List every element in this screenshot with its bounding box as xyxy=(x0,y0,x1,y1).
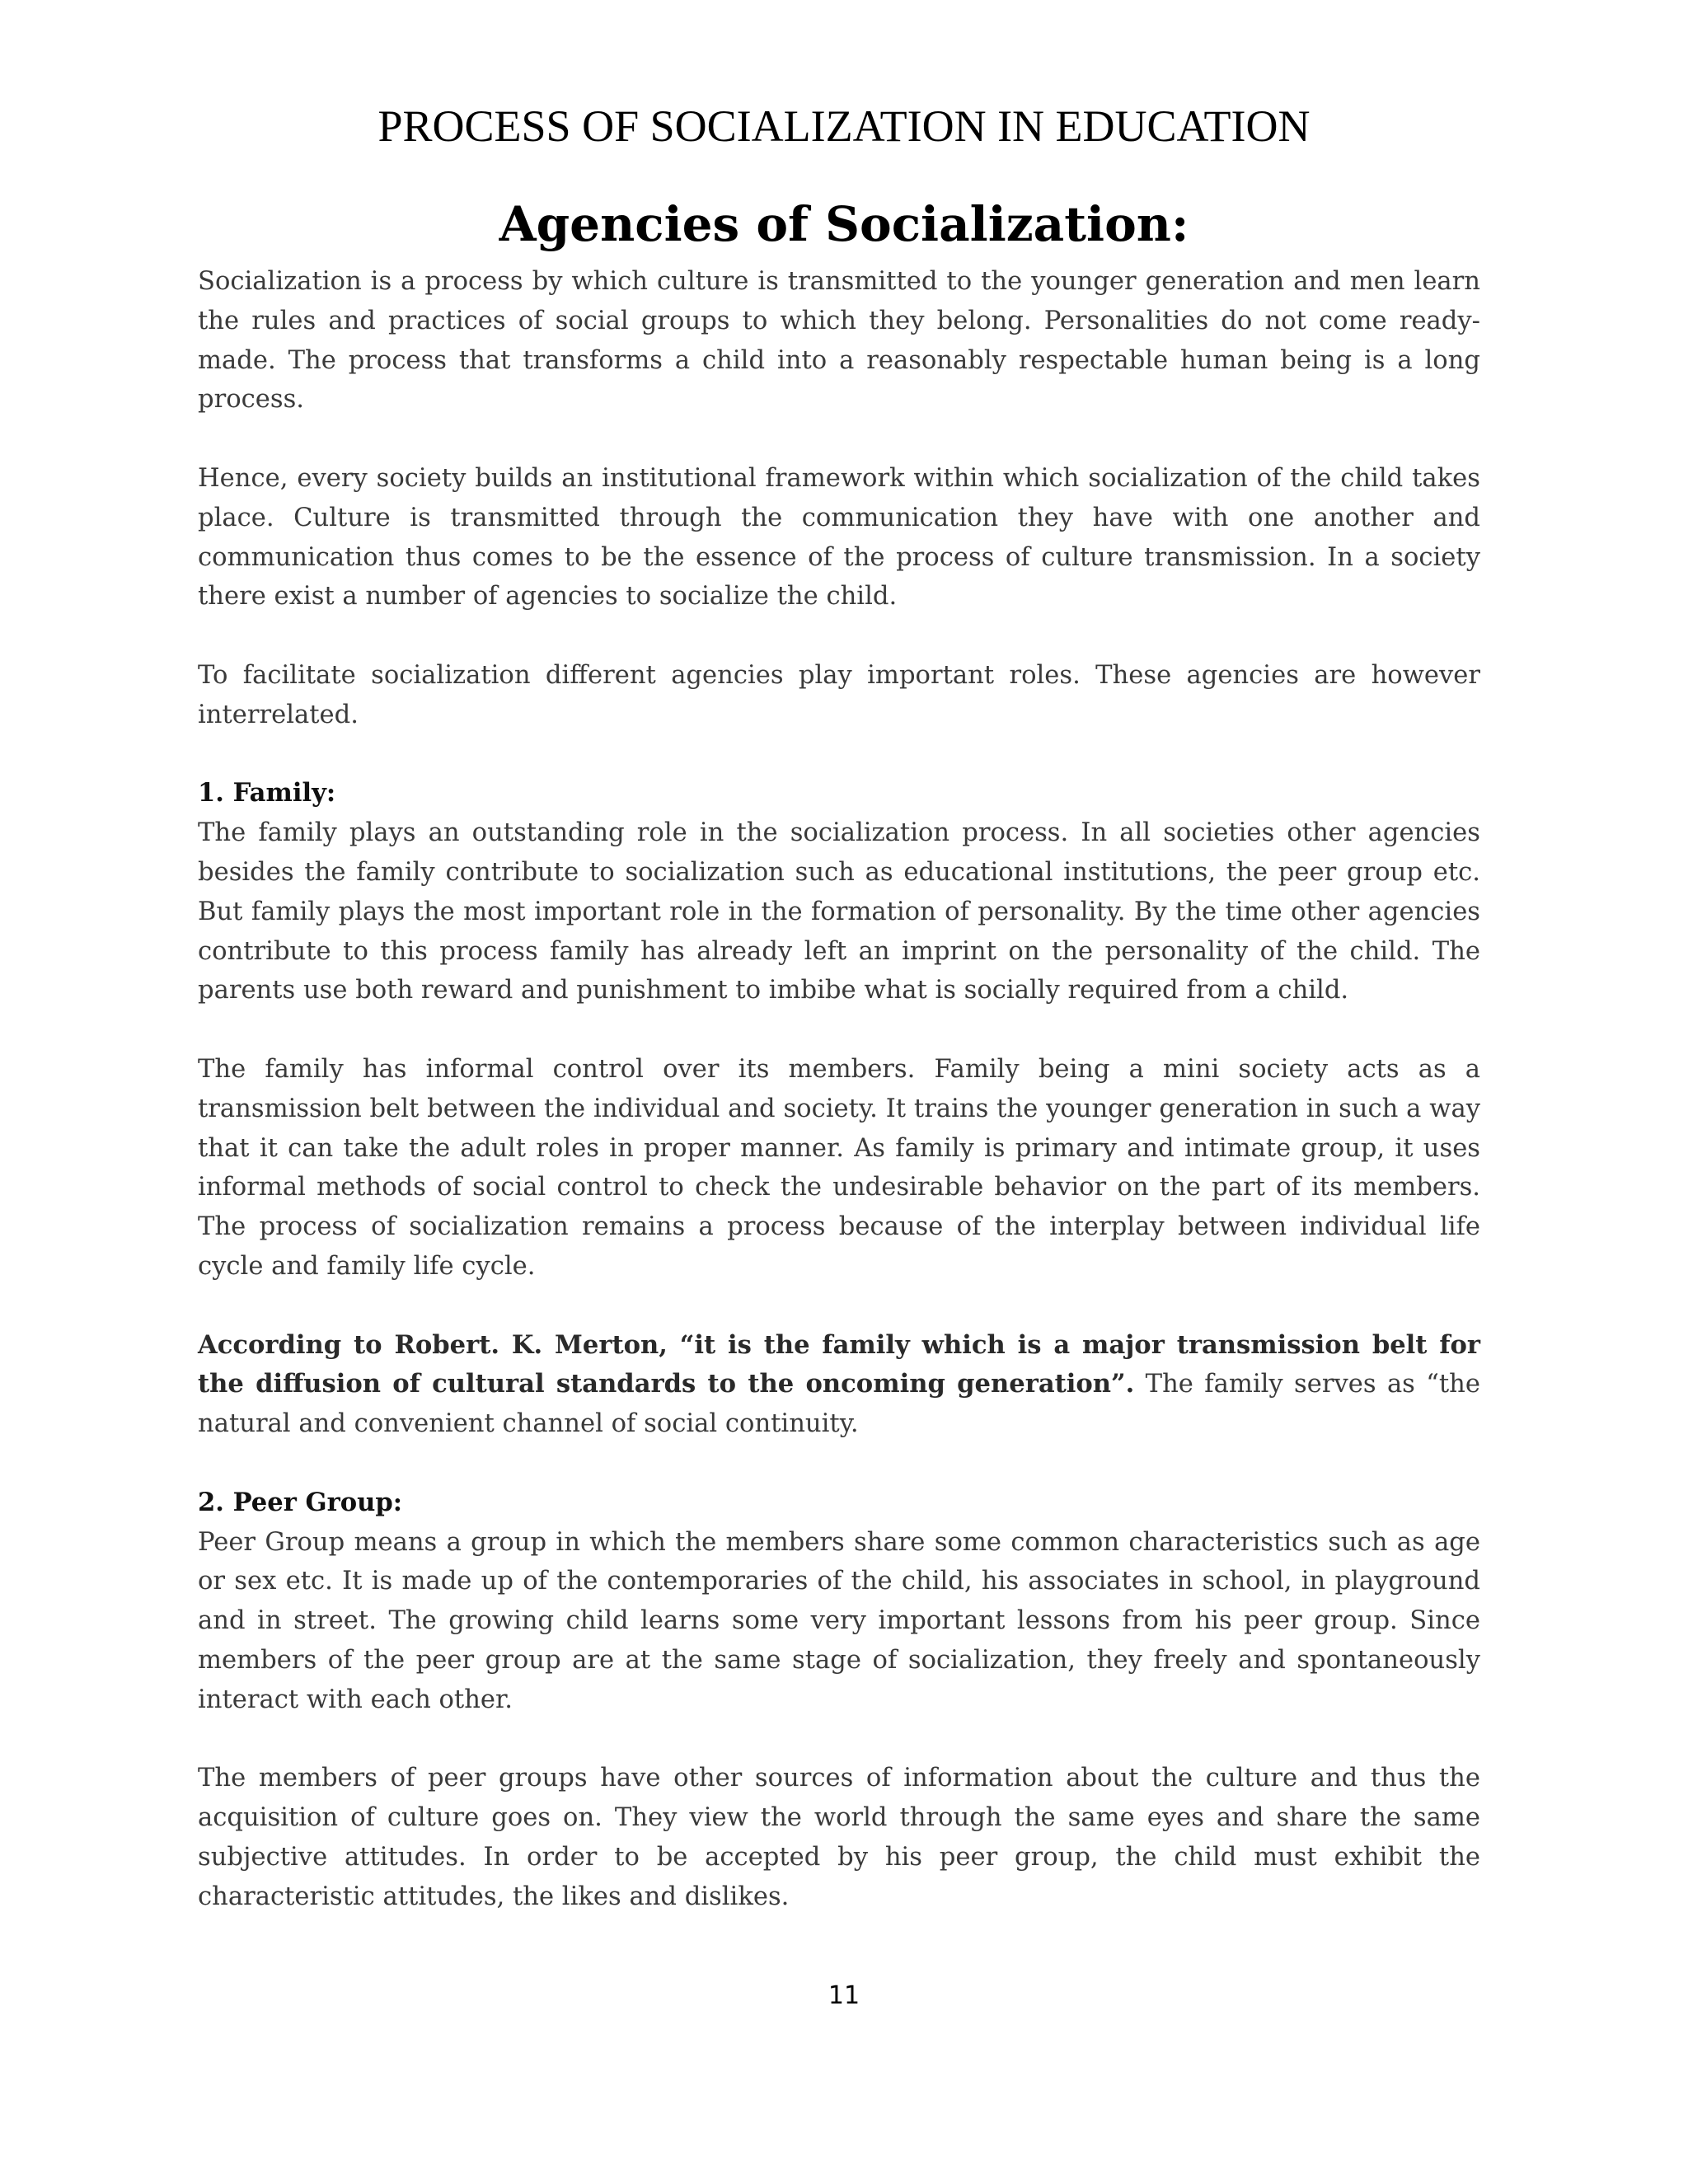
section-heading-family: 1. Family: xyxy=(198,778,336,808)
page-number: 11 xyxy=(828,1981,860,2010)
merton-quote-continuation: The family serves as “the natural and convenient channel of social continuity. xyxy=(198,1370,1480,1439)
merton-quote: According to Robert. K. Merton, “it is the family which is a major transmission belt for the diffusion of cultural standards to the oncoming generation”. xyxy=(198,1329,1480,1399)
page-title: Agencies of Socialization: xyxy=(499,196,1189,252)
merton-quote-paragraph xyxy=(198,1326,1480,1444)
intro-paragraph-3: To facilitate socialization different agencies play important roles. These agencies are however interrelated. xyxy=(198,660,1480,729)
peer-group-paragraph-1: Peer Group means a group in which the members share some common characteristics such as age or sex etc. It is made up of the contemporaries of the child, his associates in school, in playground and in street. The growing child learns some very important lessons from his peer group. Since members of the peer group are at the same stage of socialization, they freely and spontaneously interact with each other. xyxy=(198,1527,1480,1714)
peer-group-paragraph-2: The members of peer groups have other sources of information about the culture and thus the acquisition of culture goes on. They view the world through the same eyes and share the same subjective attitudes. In order to be accepted by his peer group, the child must exhibit the characteristic attitudes, the likes and dislikes. xyxy=(198,1764,1480,1911)
intro-paragraph-2: Hence, every society builds an institutional framework within which socialization of the child takes place. Culture is transmitted through the communication they have with one another and communication thus comes to be the essence of the process of culture transmission. In a society there exist a number of agencies to socialize the child. xyxy=(198,463,1480,612)
family-paragraph-1: The family plays an outstanding role in the socialization process. In all societies other agencies besides the family contribute to socialization such as educational institutions, the peer group etc. But family plays the most important role in the formation of personality. By the time other agencies contribute to this process family has already left an imprint on the personality of the child. The parents use both reward and punishment to imbibe what is socially required from a child. xyxy=(198,818,1480,1005)
intro-paragraph-1: Socialization is a process by which culture is transmitted to the younger generation and men learn the rules and practices of social groups to which they belong. Personalities do not come ready-made. The process that transforms a child into a reasonably respectable human being is a long process. xyxy=(198,267,1480,415)
section-heading-peer-group: 2. Peer Group: xyxy=(198,1487,403,1517)
page-header: PROCESS OF SOCIALIZATION IN EDUCATION xyxy=(377,101,1311,151)
document-body xyxy=(198,262,1480,1916)
family-paragraph-2: The family has informal control over its members. Family being a mini society acts as a transmission belt between the individual and society. It trains the younger generation in such a way that it can take the adult roles in proper manner. As family is primary and intimate group, it uses informal methods of social control to check the undesirable behavior on the part of its members. The process of socialization remains a process because of the interplay between individual life cycle and family life cycle. xyxy=(198,1054,1480,1281)
